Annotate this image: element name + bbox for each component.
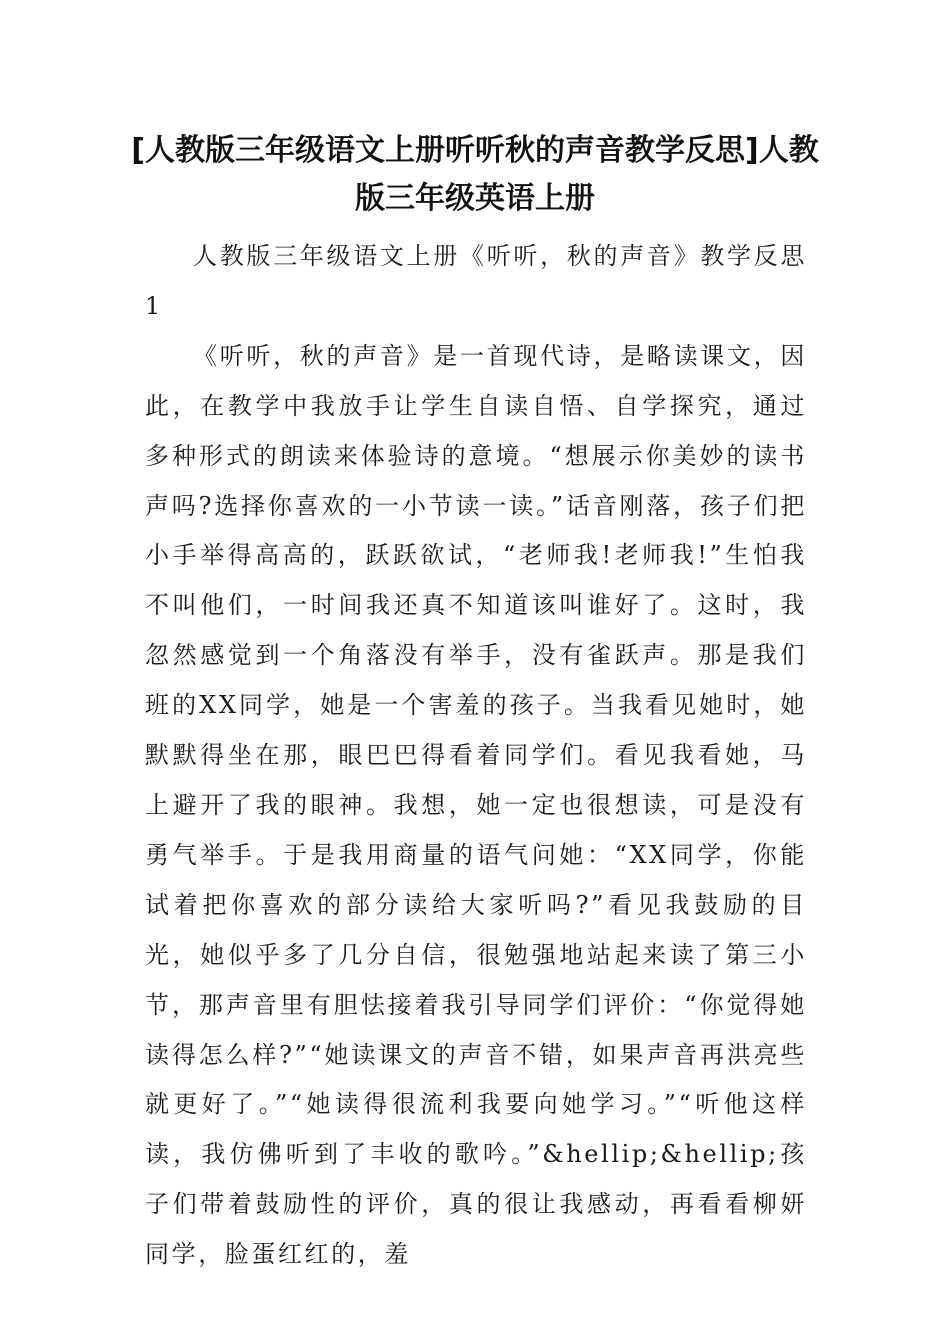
document-title: [人教版三年级语文上册听听秋的声音教学反思]人教版三年级英语上册 [131,133,819,216]
paragraph-main: 《听听，秋的声音》是一首现代诗，是略读课文，因此，在教学中我放手让学生自读自悟、自学探究，通过多种形式的朗读来体验诗的意境。“想展示你美妙的读书声吗?选择你喜欢的一小节读一读。”话音刚落，孩子们把小手举得高高的，跃跃欲试，“老师我!老师我!”生怕我不叫他们，一时间我还真不知道该叫谁好了。这时，我忽然感觉到一个角落没有举手，没有雀跃声。那是我们班的XX同学，她是一个害羞的孩子。当我看见她时，她默默得坐在那，眼巴巴得看着同学们。看见我看她，马上避开了我的眼神。我想，她一定也很想读，可是没有勇气举手。于是我用商量的语气问她：“XX同学，你能试着把你喜欢的部分读给大家听吗?”看见我鼓励的目光，她似乎多了几分自信，很勉强地站起来读了第三小节，那声音里有胆怯接着我引导同学们评价：“你觉得她读得怎么样?”“她读课文的声音不错，如果声音再洪亮些就更好了。”“她读得很流利我要向她学习。”“听他这样读，我仿佛听到了丰收的歌吟。”&hellip;&hellip;孩子们带着鼓励性的评价，真的很让我感动，再看看柳妍同学，脸蛋红红的，羞 [145,341,807,1269]
document-body [145,232,807,1280]
paragraph-heading: 人教版三年级语文上册《听听，秋的声音》教学反思1 [145,242,807,320]
